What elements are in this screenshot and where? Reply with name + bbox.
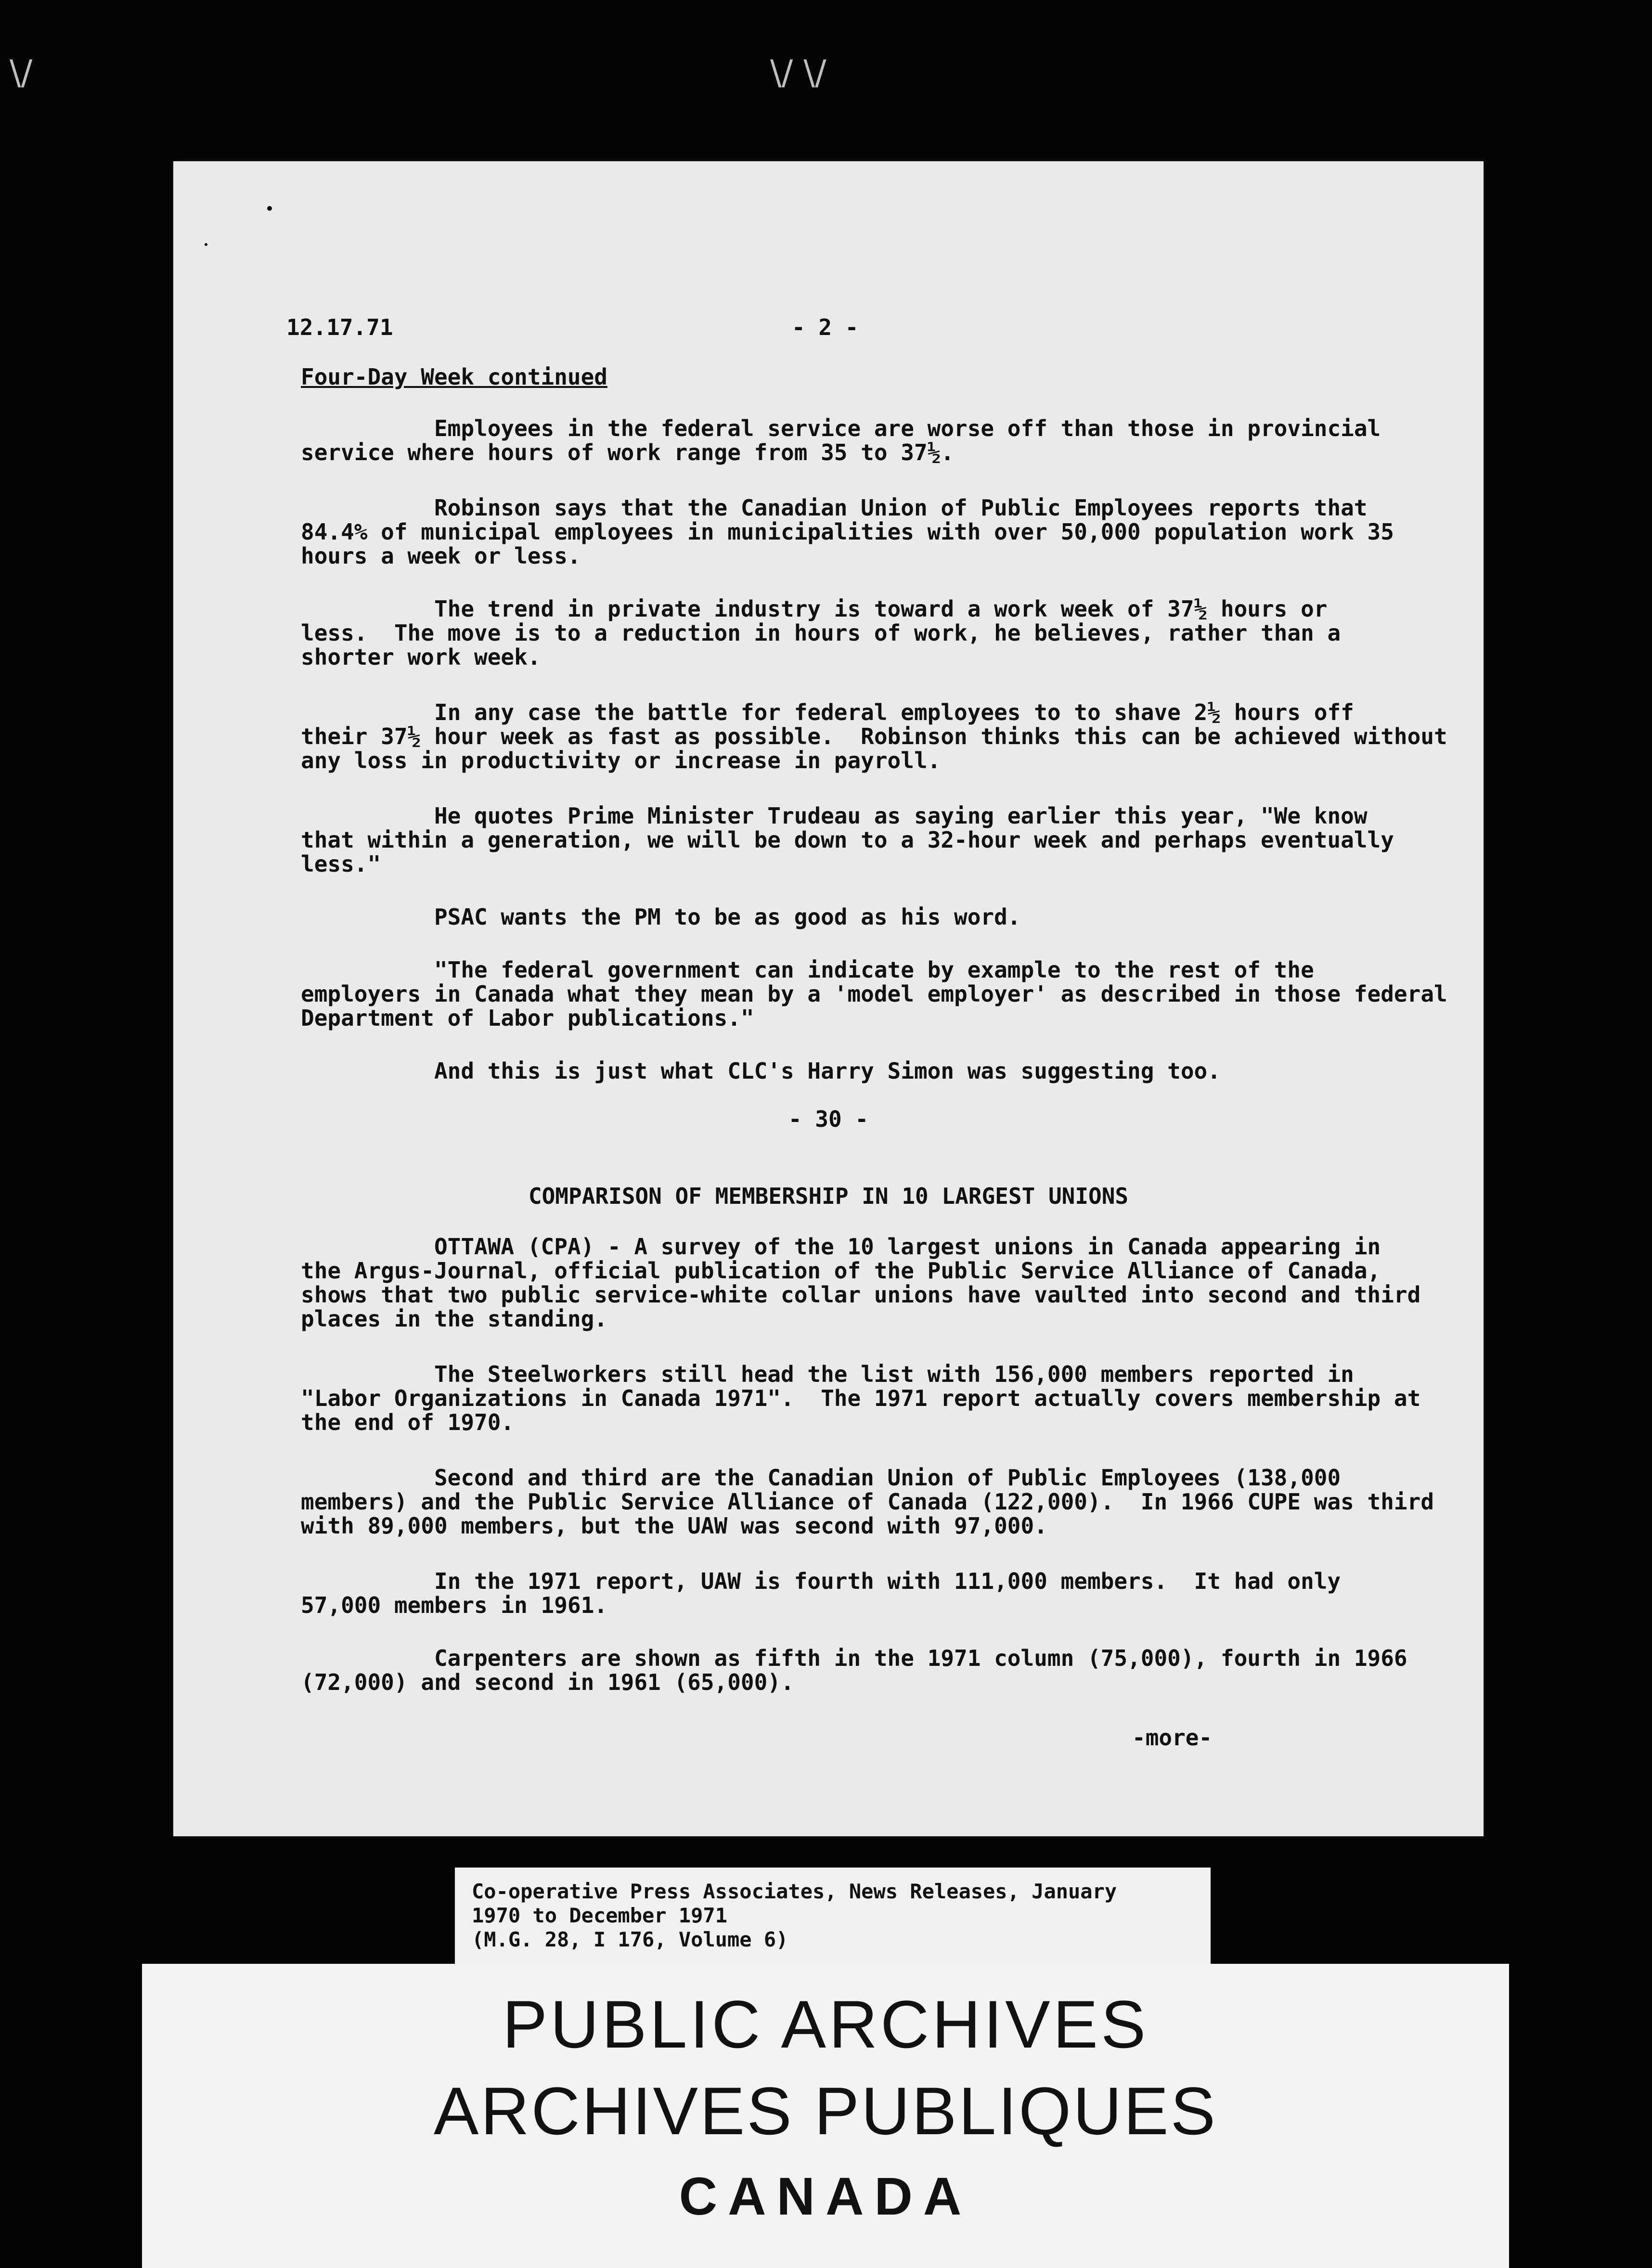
film-edge-mark: \/ \/ [770, 53, 826, 92]
end-marker: - 30 - [788, 1106, 869, 1132]
more-marker: -more- [1132, 1725, 1213, 1751]
paragraph: In any case the battle for federal employees to to shave 2½ hours off their 37½ hour week as fast as possible. Robinson thinks this can be achieved without any loss in productivity or increase in payroll. [301, 699, 1447, 773]
paragraph: The trend in private industry is toward a work week of 37½ hours or less. The move is to a reduction in hours of work, he believes, rather than a shorter work week. [301, 596, 1341, 670]
stamp-line-english: PUBLIC ARCHIVES [502, 1986, 1149, 2062]
article-heading: COMPARISON OF MEMBERSHIP IN 10 LARGEST UNIONS [528, 1183, 1129, 1209]
scan-speck [267, 206, 272, 211]
section-title: Four-Day Week continued [301, 364, 607, 390]
paragraph: PSAC wants the PM to be as good as his word. [301, 904, 1021, 930]
paragraph: He quotes Prime Minister Trudeau as saying earlier this year, "We know that within a generation, we will be down to a 32-hour week and perhaps eventually less." [301, 803, 1394, 877]
stamp-line-french: ARCHIVES PUBLIQUES [434, 2073, 1217, 2149]
paragraph: Employees in the federal service are worse off than those in provincial service where hours of work range from 35 to 37½. [301, 415, 1381, 465]
paragraph: Carpenters are shown as fifth in the 1971 column (75,000), fourth in 1966 (72,000) and second in 1961 (65,000). [301, 1645, 1407, 1695]
label-line: 1970 to December 1971 [472, 1904, 728, 1927]
paragraph: "The federal government can indicate by example to the rest of the employers in Canada what they mean by a 'model employer' as described in those federal Department of Labor publications." [301, 957, 1447, 1031]
paragraph: Second and third are the Canadian Union of Public Employees (138,000 members) and the Public Service Alliance of Canada (122,000). In 1966 CUPE was third with 89,000 members, but the UAW was second with 97,000. [301, 1465, 1434, 1539]
scan-speck [205, 243, 207, 246]
document-date: 12.17.71 [286, 314, 393, 340]
page-number: - 2 - [792, 314, 859, 340]
paragraph: In the 1971 report, UAW is fourth with 111,000 members. It had only 57,000 members in 1961. [301, 1568, 1341, 1618]
film-edge-mark: \/ [10, 53, 33, 92]
paragraph: And this is just what CLC's Harry Simon was suggesting too. [301, 1058, 1221, 1084]
paragraph: The Steelworkers still head the list with 156,000 members reported in "Labor Organizations in Canada 1971". The 1971 report actually covers membership at the end of 1970. [301, 1361, 1421, 1435]
label-line: Co-operative Press Associates, News Releases, January [472, 1880, 1117, 1903]
paragraph: OTTAWA (CPA) - A survey of the 10 largest unions in Canada appearing in the Argus-Journal, official publication of the Public Service Alliance of Canada, shows that two public service-white collar unions have vaulted into second and third places in the standing. [301, 1234, 1421, 1332]
paragraph: Robinson says that the Canadian Union of Public Employees reports that 84.4% of municipal employees in municipalities with over 50,000 population work 35 hours a week or less. [301, 495, 1394, 569]
archive-stamp [142, 1964, 1509, 2268]
stamp-line-country: CANADA [679, 2167, 972, 2226]
label-line: (M.G. 28, I 176, Volume 6) [472, 1928, 788, 1951]
archive-reference-label [455, 1868, 1211, 1964]
